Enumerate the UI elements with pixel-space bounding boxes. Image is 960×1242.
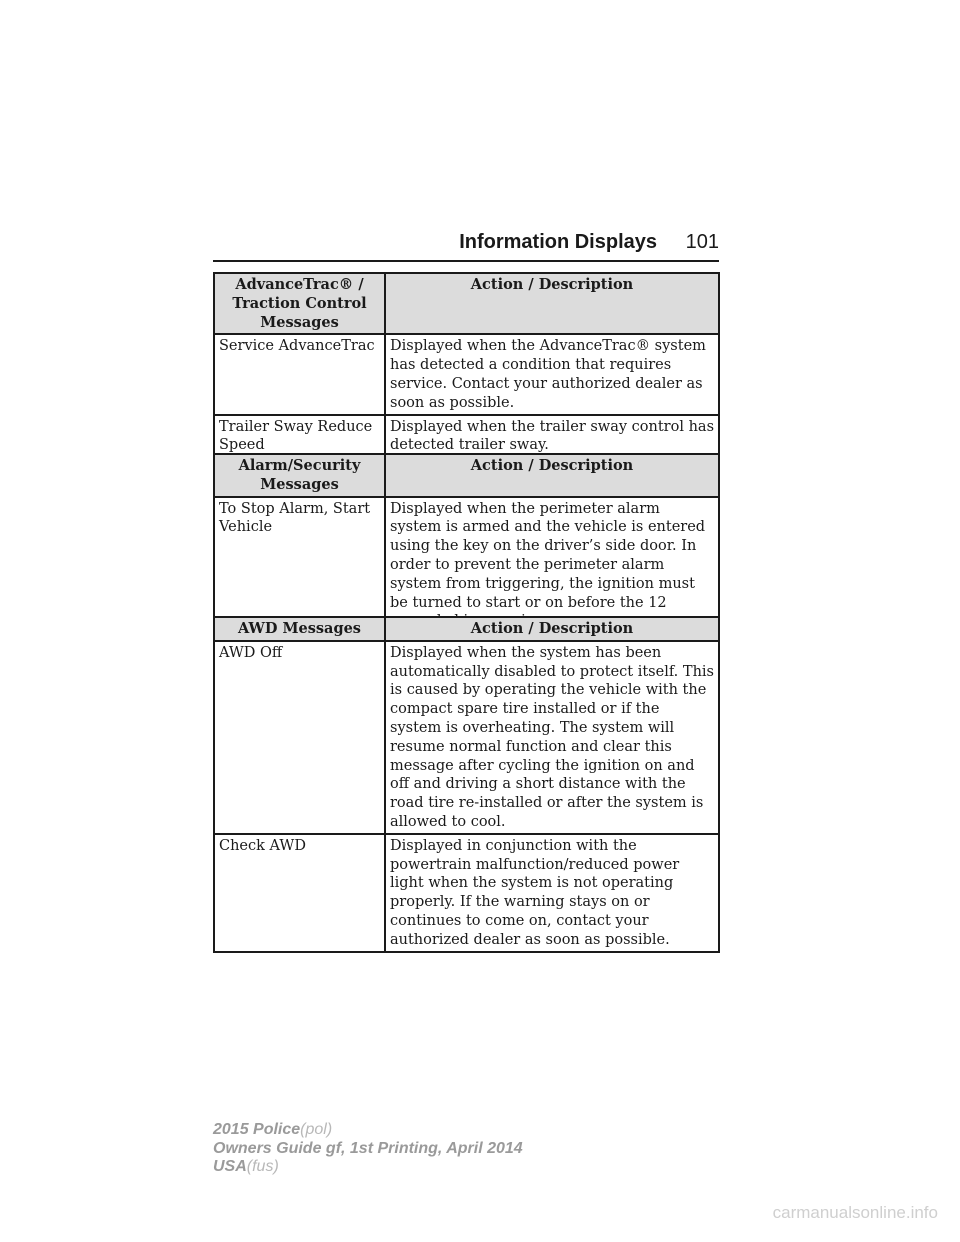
footer-line-1 xyxy=(213,1121,523,1140)
table-row xyxy=(214,497,719,634)
description-cell: Displayed when the trailer sway control has detected trailer sway. xyxy=(385,415,719,458)
column-header-messages: AWD Messages xyxy=(214,617,385,641)
message-cell: AWD Off xyxy=(214,641,385,834)
description-cell: Displayed when the AdvanceTrac® system has detected a condition that requires service. Contact your authorized dealer as soon as possible. xyxy=(385,334,719,414)
description-cell: Displayed in conjunction with the powertrain malfunction/reduced power light when the system is not operating properly. If the warning stays on or continues to come on, contact your authorized dealer as soon as possible. xyxy=(385,834,719,952)
message-cell: Trailer Sway Reduce Speed xyxy=(214,415,385,458)
print-footer xyxy=(213,1121,523,1177)
table-row xyxy=(214,334,719,414)
page-header xyxy=(213,230,719,262)
column-header-action: Action / Description xyxy=(385,454,719,497)
footer-region: USA xyxy=(213,1158,247,1175)
column-header-action: Action / Description xyxy=(385,273,719,334)
table-header-row xyxy=(214,454,719,497)
column-header-messages: AdvanceTrac® / Traction Control Messages xyxy=(214,273,385,334)
message-cell: To Stop Alarm, Start Vehicle xyxy=(214,497,385,634)
footer-model: 2015 Police xyxy=(213,1121,301,1138)
table-row xyxy=(214,415,719,458)
footer-region-code: (fus) xyxy=(246,1158,279,1175)
table-row xyxy=(214,834,719,952)
footer-line-2: Owners Guide gf, 1st Printing, April 2014 xyxy=(213,1139,523,1157)
footer-model-code: (pol) xyxy=(300,1121,333,1138)
table-header-row xyxy=(214,273,719,334)
column-header-messages: Alarm/Security Messages xyxy=(214,454,385,497)
page-number: 101 xyxy=(685,231,719,253)
table-header-row xyxy=(214,617,719,641)
awd-messages-table xyxy=(213,616,720,953)
alarm-security-messages-table xyxy=(213,453,720,634)
watermark-text: carmanualsonline.info xyxy=(772,1203,938,1222)
table-row xyxy=(214,641,719,834)
description-cell: Displayed when the system has been automatically disabled to protect itself. This is caused by operating the vehicle with the compact spare tire installed or if the system is overheating. The system will resume normal function and clear this message after cycling the ignition on and off and driving a short distance with the road tire re-installed or after the system is allowed to cool. xyxy=(385,641,719,834)
footer-line-3 xyxy=(213,1158,523,1177)
column-header-action: Action / Description xyxy=(385,617,719,641)
message-cell: Service AdvanceTrac xyxy=(214,334,385,414)
message-cell: Check AWD xyxy=(214,834,385,952)
advancetrac-messages-table xyxy=(213,272,720,458)
description-cell: Displayed when the perimeter alarm system is armed and the vehicle is entered using the key on the driver’s side door. In order to prevent the perimeter alarm system from triggering, the ignition must be turned to start or on before the 12 xyxy=(385,497,719,634)
section-title: Information Displays xyxy=(459,231,657,253)
